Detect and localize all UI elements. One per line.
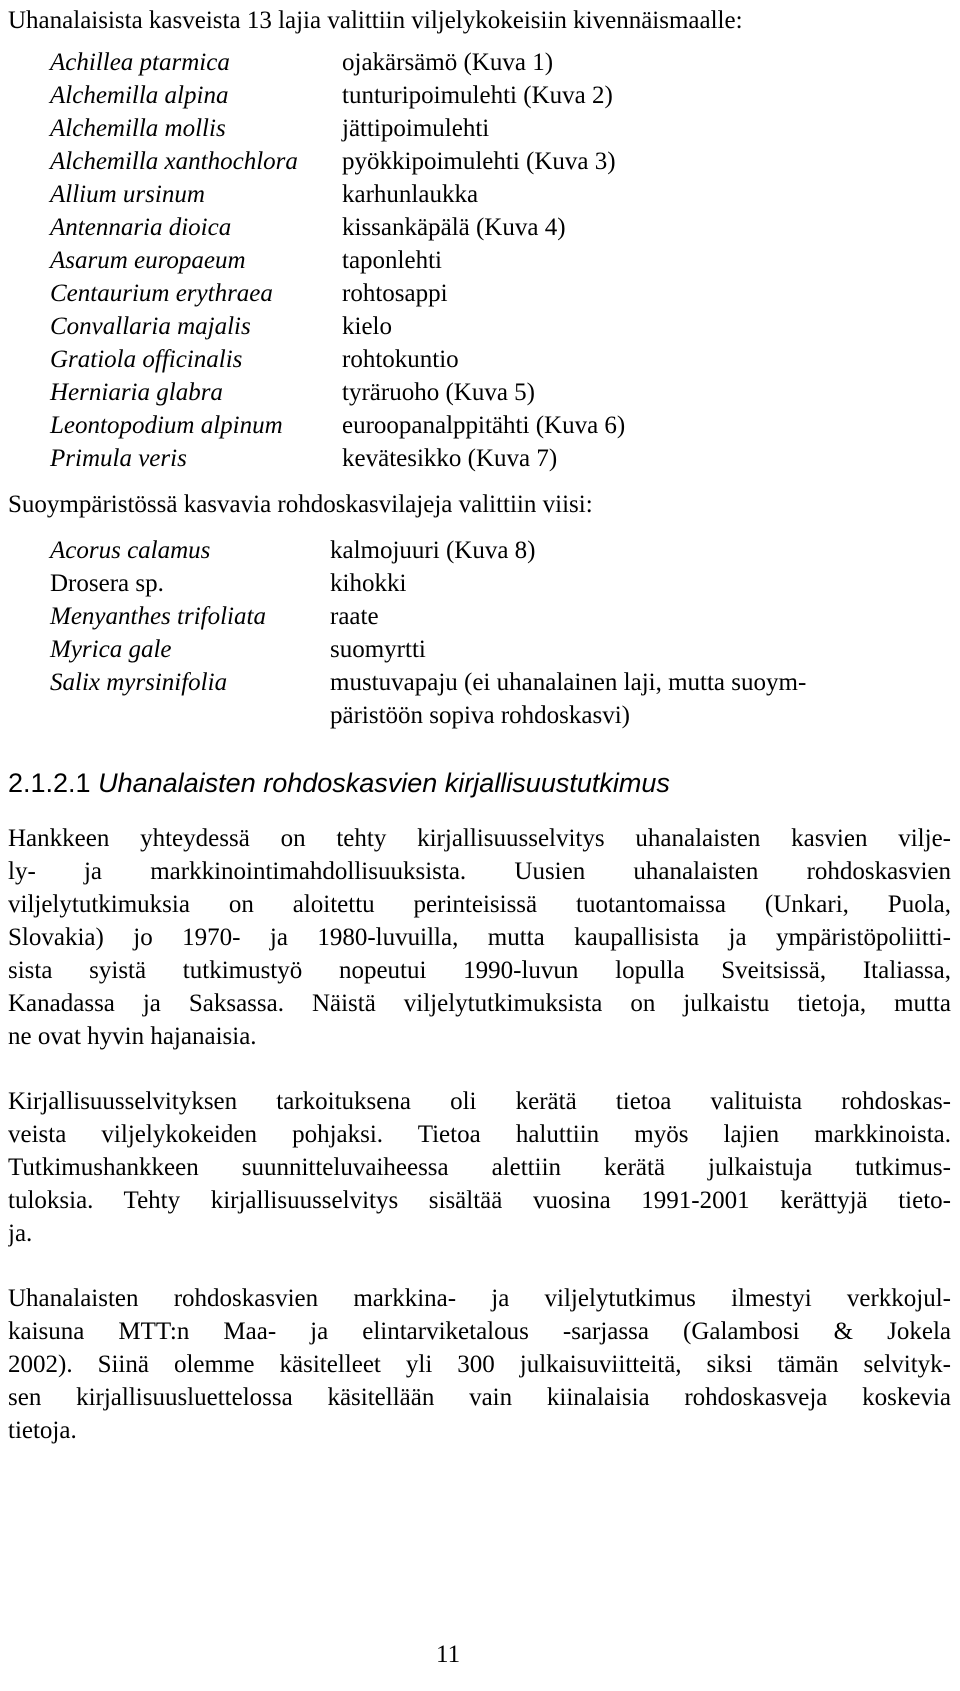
species-finnish: suomyrtti bbox=[330, 636, 426, 663]
species-finnish: rohtosappi bbox=[342, 280, 448, 307]
paragraph-line: viljelytutkimuksia on aloitettu perinteisissä tuotantomaissa (Unkari, Puola, bbox=[8, 891, 951, 918]
species-finnish: tunturipoimulehti (Kuva 2) bbox=[342, 82, 613, 109]
species-finnish: pyökkipoimulehti (Kuva 3) bbox=[342, 148, 616, 175]
species-latin: Convallaria majalis bbox=[50, 313, 251, 340]
species-latin: Menyanthes trifoliata bbox=[50, 603, 266, 630]
species-latin: Alchemilla mollis bbox=[50, 115, 226, 142]
species-finnish: kielo bbox=[342, 313, 392, 340]
paragraph-line: sen kirjallisuusluettelossa käsitellään vain kiinalaisia rohdoskasveja koskevia bbox=[8, 1384, 951, 1411]
species-latin: Asarum europaeum bbox=[50, 247, 246, 274]
species-latin: Gratiola officinalis bbox=[50, 346, 243, 373]
paragraph-line: Hankkeen yhteydessä on tehty kirjallisuusselvitys uhanalaisten kasvien vilje- bbox=[8, 825, 951, 852]
species-latin: Allium ursinum bbox=[50, 181, 205, 208]
species-latin: Myrica gale bbox=[50, 636, 172, 663]
species-latin: Herniaria glabra bbox=[50, 379, 223, 406]
bog-intro-line: Suoympäristössä kasvavia rohdoskasvilajeja valittiin viisi: bbox=[8, 491, 593, 518]
species-finnish: raate bbox=[330, 603, 379, 630]
paragraph-line: ja. bbox=[8, 1220, 33, 1247]
species-latin: Salix myrsinifolia bbox=[50, 669, 228, 696]
species-finnish: kihokki bbox=[330, 570, 407, 597]
paragraph-line: tietoja. bbox=[8, 1417, 77, 1444]
paragraph-line: ne ovat hyvin hajanaisia. bbox=[8, 1023, 257, 1050]
species-latin: Acorus calamus bbox=[50, 537, 211, 564]
paragraph bbox=[8, 822, 951, 1053]
species-finnish: rohtokuntio bbox=[342, 346, 459, 373]
page-number: 11 bbox=[436, 1641, 461, 1668]
species-latin: Antennaria dioica bbox=[50, 214, 232, 241]
species-finnish-continued: päristöön sopiva rohdoskasvi) bbox=[330, 702, 630, 729]
species-latin: Primula veris bbox=[50, 445, 187, 472]
paragraph bbox=[8, 1282, 951, 1447]
species-finnish: kalmojuuri (Kuva 8) bbox=[330, 537, 536, 564]
species-finnish: tyräruoho (Kuva 5) bbox=[342, 379, 535, 406]
paragraph-line: Slovakia) jo 1970- ja 1980-luvuilla, mutta kaupallisista ja ympäristöpoliitti- bbox=[8, 924, 951, 951]
paragraph-line: veista viljelykokeiden pohjaksi. Tietoa haluttiin myös lajien markkinoista. bbox=[8, 1121, 951, 1148]
paragraph-line: Tutkimushankkeen suunnitteluvaiheessa alettiin kerätä julkaistuja tutkimus- bbox=[8, 1154, 951, 1181]
species-latin: Centaurium erythraea bbox=[50, 280, 273, 307]
paragraph-line: tuloksia. Tehty kirjallisuusselvitys sisältää vuosina 1991-2001 kerättyjä tieto- bbox=[8, 1187, 951, 1214]
intro-line: Uhanalaisista kasveista 13 lajia valittiin viljelykokeisiin kivennäismaalle: bbox=[8, 7, 743, 34]
paragraph bbox=[8, 1085, 951, 1250]
species-finnish: mustuvapaju (ei uhanalainen laji, mutta suoym- bbox=[330, 669, 807, 696]
section-title: Uhanalaisten rohdoskasvien kirjallisuustutkimus bbox=[98, 768, 670, 798]
paragraph-line: sista syistä tutkimustyö nopeutui 1990-luvun lopulla Sveitsissä, Italiassa, bbox=[8, 957, 951, 984]
paragraph-line: Kirjallisuusselvityksen tarkoituksena oli kerätä tietoa valituista rohdoskas- bbox=[8, 1088, 951, 1115]
species-finnish: kevätesikko (Kuva 7) bbox=[342, 445, 558, 472]
species-latin: Leontopodium alpinum bbox=[50, 412, 283, 439]
paragraph-line: 2002). Siinä olemme käsitelleet yli 300 julkaisuviitteitä, siksi tämän selvityk- bbox=[8, 1351, 951, 1378]
species-latin: Achillea ptarmica bbox=[50, 49, 230, 76]
species-finnish: jättipoimulehti bbox=[342, 115, 490, 142]
species-finnish: euroopanalppitähti (Kuva 6) bbox=[342, 412, 626, 439]
species-finnish: kissankäpälä (Kuva 4) bbox=[342, 214, 566, 241]
species-finnish: karhunlaukka bbox=[342, 181, 479, 208]
species-finnish: taponlehti bbox=[342, 247, 442, 274]
section-number: 2.1.2.1 bbox=[8, 768, 91, 798]
species-latin: Drosera sp. bbox=[50, 570, 164, 597]
paragraph-line: Kanadassa ja Saksassa. Näistä viljelytutkimuksista on julkaistu tietoja, mutta bbox=[8, 990, 951, 1017]
paragraph-line: Uhanalaisten rohdoskasvien markkina- ja viljelytutkimus ilmestyi verkkojul- bbox=[8, 1285, 951, 1312]
species-latin: Alchemilla alpina bbox=[50, 82, 229, 109]
paragraph-line: ly- ja markkinointimahdollisuuksista. Uusien uhanalaisten rohdoskasvien bbox=[8, 858, 951, 885]
section-heading bbox=[8, 766, 670, 800]
species-latin: Alchemilla xanthochlora bbox=[50, 148, 298, 175]
species-finnish: ojakärsämö (Kuva 1) bbox=[342, 49, 554, 76]
paragraph-line: kaisuna MTT:n Maa- ja elintarviketalous -sarjassa (Galambosi & Jokela bbox=[8, 1318, 951, 1345]
